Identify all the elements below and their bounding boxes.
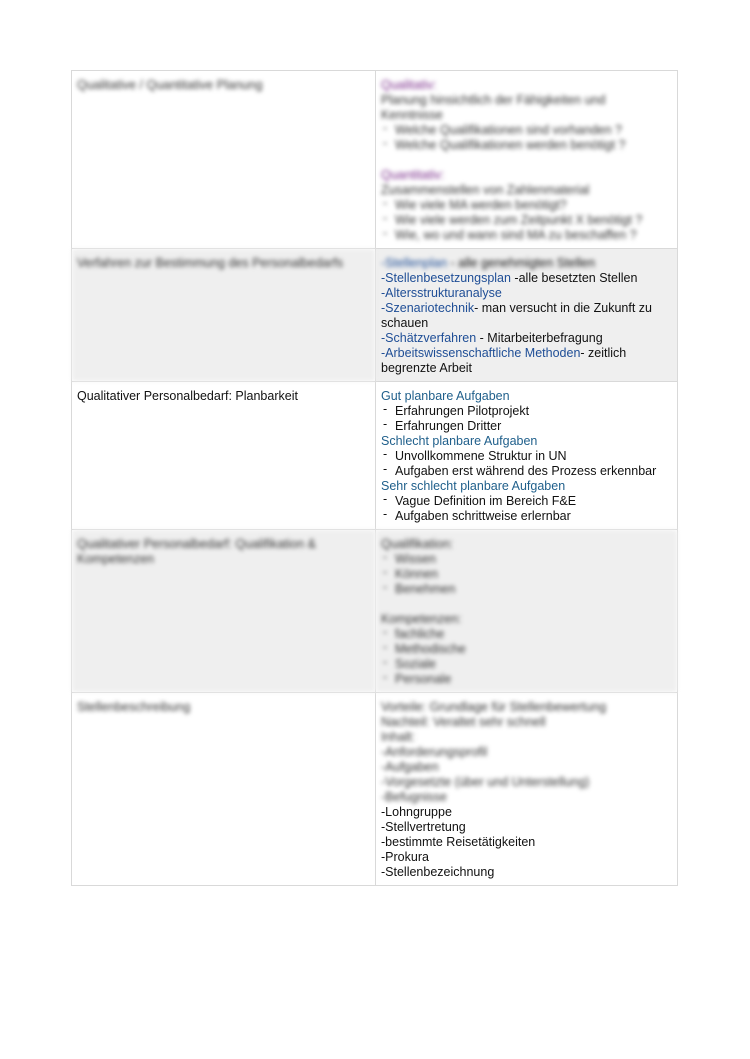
quant-text: Zusammenstellen von Zahlenmaterial <box>381 183 590 197</box>
desc-line: -bestimmte Reisetätigkeiten <box>381 835 536 849</box>
method-item <box>381 271 672 286</box>
group-title: Schlecht planbare Aufgaben <box>381 434 538 448</box>
komp-title: Kompetenzen: <box>381 612 462 626</box>
list-item: - Aufgaben erst während des Prozess erkennbar <box>381 464 672 479</box>
table-row <box>72 693 678 886</box>
list-item: - Benehmen <box>381 582 672 597</box>
list-item: - Welche Qualifikationen sind vorhanden ? <box>381 123 672 138</box>
row-label-text: Verfahren zur Bestimmung des Personalbedarfs <box>77 256 344 270</box>
method-term: -Stellenbesetzungsplan <box>381 271 511 285</box>
list-item: - Erfahrungen Dritter <box>381 419 672 434</box>
method-term: -Schätzverfahren <box>381 331 477 345</box>
method-desc: - man versucht in die Zukunft zu <box>474 301 652 315</box>
list-item: - Personale <box>381 672 672 687</box>
row-label <box>72 382 376 530</box>
qual-text: Planung hinsichtlich der Fähigkeiten und <box>381 93 606 107</box>
desc-line: -Lohngruppe <box>381 805 452 819</box>
method-item <box>381 361 672 376</box>
method-desc: - Mitarbeiterbefragung <box>476 331 603 345</box>
list-item: - Unvollkommene Struktur in UN <box>381 449 672 464</box>
list-item: - Wie viele MA werden benötigt? <box>381 198 672 213</box>
row-content <box>376 382 678 530</box>
desc-line: -Vorgesetzte (über und Unterstellung) <box>381 775 590 789</box>
row-content <box>376 249 678 382</box>
row-label <box>72 71 376 249</box>
row-label <box>72 693 376 886</box>
method-item <box>381 316 672 331</box>
qual-text: Kenntnisse <box>381 108 443 122</box>
desc-line: -Stellenbezeichnung <box>381 865 495 879</box>
list-item: - Welche Qualifikationen werden benötigt ? <box>381 138 672 153</box>
desc-line: Nachteil: Veraltet sehr schnell <box>381 715 546 729</box>
table-row <box>72 249 678 382</box>
group-title: Gut planbare Aufgaben <box>381 389 510 403</box>
row-label-text: Stellenbeschreibung <box>77 700 191 714</box>
method-item <box>381 256 672 271</box>
desc-line: Inhalt: <box>381 730 416 744</box>
row-content <box>376 530 678 693</box>
qual-title: Qualitativ: <box>381 78 437 92</box>
list-item: - Wissen <box>381 552 672 567</box>
qual-title: Qualifikation: <box>381 537 454 551</box>
method-desc: - zeitlich <box>580 346 627 360</box>
desc-line: Vorteile: Grundlage für Stellenbewertung <box>381 700 607 714</box>
quant-title: Quantitativ: <box>381 168 445 182</box>
method-term: -Szenariotechnik <box>381 301 475 315</box>
row-label <box>72 530 376 693</box>
method-item <box>381 286 672 301</box>
desc-line: -Befugnisse <box>381 790 448 804</box>
list-item: - Erfahrungen Pilotprojekt <box>381 404 672 419</box>
table-row <box>72 382 678 530</box>
desc-line: -Stellvertretung <box>381 820 466 834</box>
method-term: -Altersstrukturanalyse <box>381 286 502 300</box>
desc-line: -Prokura <box>381 850 429 864</box>
row-label-text: Qualitativer Personalbedarf: Planbarkeit <box>77 389 298 403</box>
method-desc: schauen <box>381 316 429 330</box>
notes-table <box>71 70 678 886</box>
method-desc: begrenzte Arbeit <box>381 361 473 375</box>
method-item <box>381 346 672 361</box>
method-term: -Arbeitswissenschaftliche Methoden <box>381 346 581 360</box>
method-item <box>381 331 672 346</box>
row-content <box>376 693 678 886</box>
list-item: - Methodische <box>381 642 672 657</box>
list-item: - Können <box>381 567 672 582</box>
list-item: - fachliche <box>381 627 672 642</box>
row-label-text: Qualitativer Personalbedarf: Qualifikation & Kompetenzen <box>77 537 317 566</box>
table-row <box>72 530 678 693</box>
desc-line: -Anforderungsprofil <box>381 745 488 759</box>
list-item: - Aufgaben schrittweise erlernbar <box>381 509 672 524</box>
list-item: - Wie, wo und wann sind MA zu beschaffen ? <box>381 228 672 243</box>
list-item: - Wie viele werden zum Zeitpunkt X benötigt ? <box>381 213 672 228</box>
list-item: - Soziale <box>381 657 672 672</box>
method-desc: -alle besetzten Stellen <box>510 271 638 285</box>
desc-line: -Aufgaben <box>381 760 439 774</box>
method-desc: - alle genehmigten Stellen <box>447 256 596 270</box>
group-title: Sehr schlecht planbare Aufgaben <box>381 479 566 493</box>
table-row <box>72 71 678 249</box>
row-label-text: Qualitative / Quantitative Planung <box>77 78 263 92</box>
method-item <box>381 301 672 316</box>
list-item: - Vague Definition im Bereich F&E <box>381 494 672 509</box>
method-term: -Stellenplan <box>381 256 448 270</box>
row-content <box>376 71 678 249</box>
row-label <box>72 249 376 382</box>
